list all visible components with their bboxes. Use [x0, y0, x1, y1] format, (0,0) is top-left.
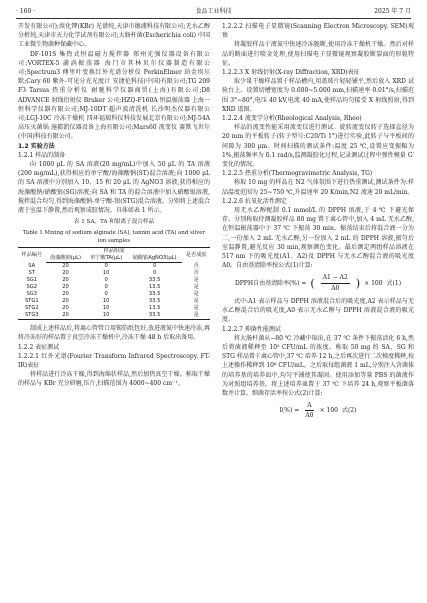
xrd-paragraph: 取少量干燥样品置于样品槽内,用盖玻片轻轻铺平,然后放入 XRD 试验台上。设置切槽宽度为 0.600~5.000 mm,扫描速率 0.01°/s,扫描范围 3°~80°,电压 40 kV,电流 40 mA,使样品均匀接受 X 射线照射,得到 XRD 谱图。 [222, 78, 414, 113]
freeze-dry-paragraph: 制成上述样品后,将离心管管口用锡箔纸包好,放进液氮中快速冷冻,再将冷冻好的样品置于真空冷冻干燥机中,冷冻干燥 48 h 后取出备用。 [18, 325, 210, 342]
tg-paragraph: 称取 10 mg 的样品在 N2 气体氛围下进行热重测试,测试条件为:样品温度范围为 25~750 ℃,升温速率 20 K/min,N2 流速 20 mL/min。 [222, 179, 414, 196]
subsection-heading-sem: 1.2.2.2 扫描电子显微镜(Scanning Electron Microscopy, SEM)观察 [222, 23, 414, 40]
section-heading-1-2: 1.2 实验方法 [18, 142, 55, 150]
reagents-paragraph: 开发有限公司);溴化钾(KBr) 光谱纯,天津市德浦科技有限公司;无水乙醇 分析纯,天津市天力化学试剂有限公司;大肠杆菌(Escherichia coli) 中国工业微生物菌种保藏中心。 [18, 23, 210, 49]
antioxidant-paragraph: 用无水乙醇配制 0.1 mmol/L 的 DPPH 溶液,于 4 ℃ 下避光保存。分别称取待测凝胶样品 80 mg 置于离心管中,加入 4 mL 无水乙醇,在恒温振荡器中于 37 ℃ 下振荡 30 min。振荡结束后将混合液一分为二,一份加入 2 mL 无水乙醇,另一份加入 2 mL 的 DPPH 溶液,振匀后室温静置,避光反应 30 min,观察颜色变化。最后测定两组样品溶液在 517 nm 下的吸光度(A1、A2)及 DPPH 与无水乙醇混合液的吸光度 A0。自由基清除率按公式(1)计算: [222, 207, 414, 270]
formula-1: DPPH自由基清除率(%) = ( $\frac{A1 - A2}{A0}$ ) × 100 式(1) [234, 274, 402, 292]
sem-paragraph: 将凝胶样品于液氮中快速冷冻脆断,使用冷冻干燥机干燥。然后对样品的断面进行喷金处理,使用扫描电子显微镜观察凝胶断裂面的形貌特征。 [222, 41, 414, 67]
subsection-heading-antioxidant: 1.2.2.6 抗氧化活性测定 [222, 197, 287, 205]
page-header [16, 6, 411, 19]
table-row: STG2 20 10 13.5 是 [24, 305, 199, 312]
subsection-heading-tg: 1.2.2.5 热重分析(Thermogravimetric Analysis, TG) [222, 170, 373, 178]
rheo-paragraph: 样品的流变性能采用流变仪进行测试。旋转流变仪转子选择直径为 20 mm 的平板转子(转子型号:C20/Ti 1°)进行实验,此转子与平板间的间隙为 300 μm。时间扫描的测试条件:温度 25 ℃,设置应变振幅为 1%,振荡频率为 0.1 rad/s,监测凝胶化过程,记录测试过程中弹性模量 G′ 变化的情况。 [222, 124, 414, 169]
table-header-ta: 单宁酸TA(μL) [86, 255, 127, 263]
subsection-heading-1-2-1: 1.2.1 样品的制备 [18, 151, 66, 159]
subsection-heading-rheo: 1.2.2.4 流变学分析(Rheological Analysis, Rheo) [222, 115, 362, 123]
left-column [18, 22, 210, 389]
right-column [222, 22, 414, 425]
ftir-paragraph: 将样品进行冷冻干燥,得到海绵状样品,然后加热真空干燥。称取干燥的样品与 KBr 充分研磨,压片,扫描范围为 4000~400 cm⁻¹。 [18, 371, 210, 388]
subsection-heading-1-2-2-1: 1.2.2.1 红外光谱(Fourier Transform Infrared Spectroscopy, FT-IR)表征 [18, 352, 210, 370]
instruments-paragraph: DF-101S 集热式恒温磁力搅拌器 郑州光强仪器设备有限公司;VORTEX-5 漩涡振荡器 海门市其林贝尔仪器制造有限公司;Spectrum3 傅里叶变换红外光谱分析仪 PerkinElmer 珀金埃尔默;Cary 60 紫外-可见分光光度计 安捷伦科技(中国)有限公司;TG 209 F3 Tarsus 热重分析仪 耐驰科学仪器商贸(上海)有限公司;D8 ADVANCE 射线衍射仪 Bruker 公司;HZQ-F160A 恒温振荡器 上海一恒科学仪器有限公司;MJ-10DT 超声波清洗机 长沙明杰仪器有限公司;LGJ-10C 冷冻干燥机 四环福瑞科仪科技发展北京有限公司;MJ-54A 高压灭菌锅 施都凯仪器设备上海有限公司;Mars60 流变仪 赛默飞世尔(中国)科技有限公司。 [18, 50, 210, 141]
table-caption-cn: 表 1 SA、TA 和银离子混合样品 [73, 219, 155, 226]
table-row: ST 20 10 0 否 [28, 270, 199, 277]
table-header-gel: 是否成胶 [182, 248, 210, 263]
formula-2: I(%) = $\frac{A}{A0}$ × 100 式(2) [279, 402, 357, 420]
page-number: · 160 · [16, 8, 36, 15]
sample-prep-paragraph: 向 1000 μL 的 SA 溶液(20 mg/mL)中加入 50 μL 的 TA 溶液(200 mg/mL),获得相应的单宁酸/海藻酸钠(ST)混合溶液;向 1000 μL 的 SA 溶液中分别加入 10、15 和 20 μL 的 AgNO3 溶液,获得相应的海藻酸钠/硝酸银(SG)溶液;向 SA 和 TA 的混合溶液中加入硝酸银溶液,搅拌混合均匀,得到海藻酸钠-单宁酸-银(STG)混合溶液。分别将上述混合液于室温下静置,然后观察成胶情况。具体如表 1 所示。 [18, 161, 210, 215]
table-row: STG3 20 10 33.5 是 [18, 312, 210, 320]
table-header-sample: 样品编号 [18, 248, 46, 263]
samples-table [18, 247, 210, 320]
formula-1-explanation: 式中:A1 表示样品与 DPPH 溶液混合后的吸光度,A2 表示样品与无水乙醇混合后的吸光度,A0 表示无水乙醇与 DPPH 溶液混合液的吸光度。 [222, 297, 414, 324]
table-header-sa: 海藻酸钠(μL) [46, 255, 86, 263]
subsection-heading-1-2-2: 1.2.2 表征测试 [18, 343, 60, 351]
table-header-ag: 硝酸银AgNO3(μL) [127, 255, 183, 263]
antibacterial-paragraph: 将大肠杆菌从−80 ℃ 冷藏中取出,在 37 ℃ 条件下振荡活化 6 h,然后将菌液稀释至 10⁵ CFU/mL 的浓度。称取 50 mg 的 SA、SG 和 STG 样品置于离心管中,37 ℃ 培养 12 h,之后再次进行二次梯度稀释,按上述操作稀释到 10⁶ CFU/mL。之后取每组菌液 1 mL,分别注入含菌体的培养基的培养皿中,均匀平铺使其凝固。使用添加等量 PBS 的菌液作为对照组培养基。将上述培养皿置于 37 ℃ 下培养 24 h,观察平板菌落数并计算。细菌存活率按公式(2)计算: [222, 334, 415, 397]
subsection-heading-antibacterial: 1.2.2.7 抑菌性能测试 [222, 325, 281, 333]
table-row: SG3 20 0 33.5 是 [26, 291, 199, 298]
issue-date: 2025 年 7 月 [374, 8, 411, 15]
table-row: SA 20 0 0 否 [28, 263, 199, 270]
table-row: STG1 20 10 33.5 是 [24, 298, 199, 305]
journal-name: 食品工业科技 [195, 8, 232, 15]
table-row: SG1 20 0 33.5 是 [26, 277, 199, 284]
table-header-group: 样品组成 [46, 248, 183, 256]
subsection-heading-xrd: 1.2.2.3 X 射线衍射(X-ray Diffraction, XRD)表征 [222, 69, 360, 77]
table-caption-en: Table 1 Mixing of sodium alginate (SA), tannin acid (TA) and silver ion samples [22, 230, 206, 245]
table-row: SG2 20 0 13.5 是 [26, 284, 199, 291]
